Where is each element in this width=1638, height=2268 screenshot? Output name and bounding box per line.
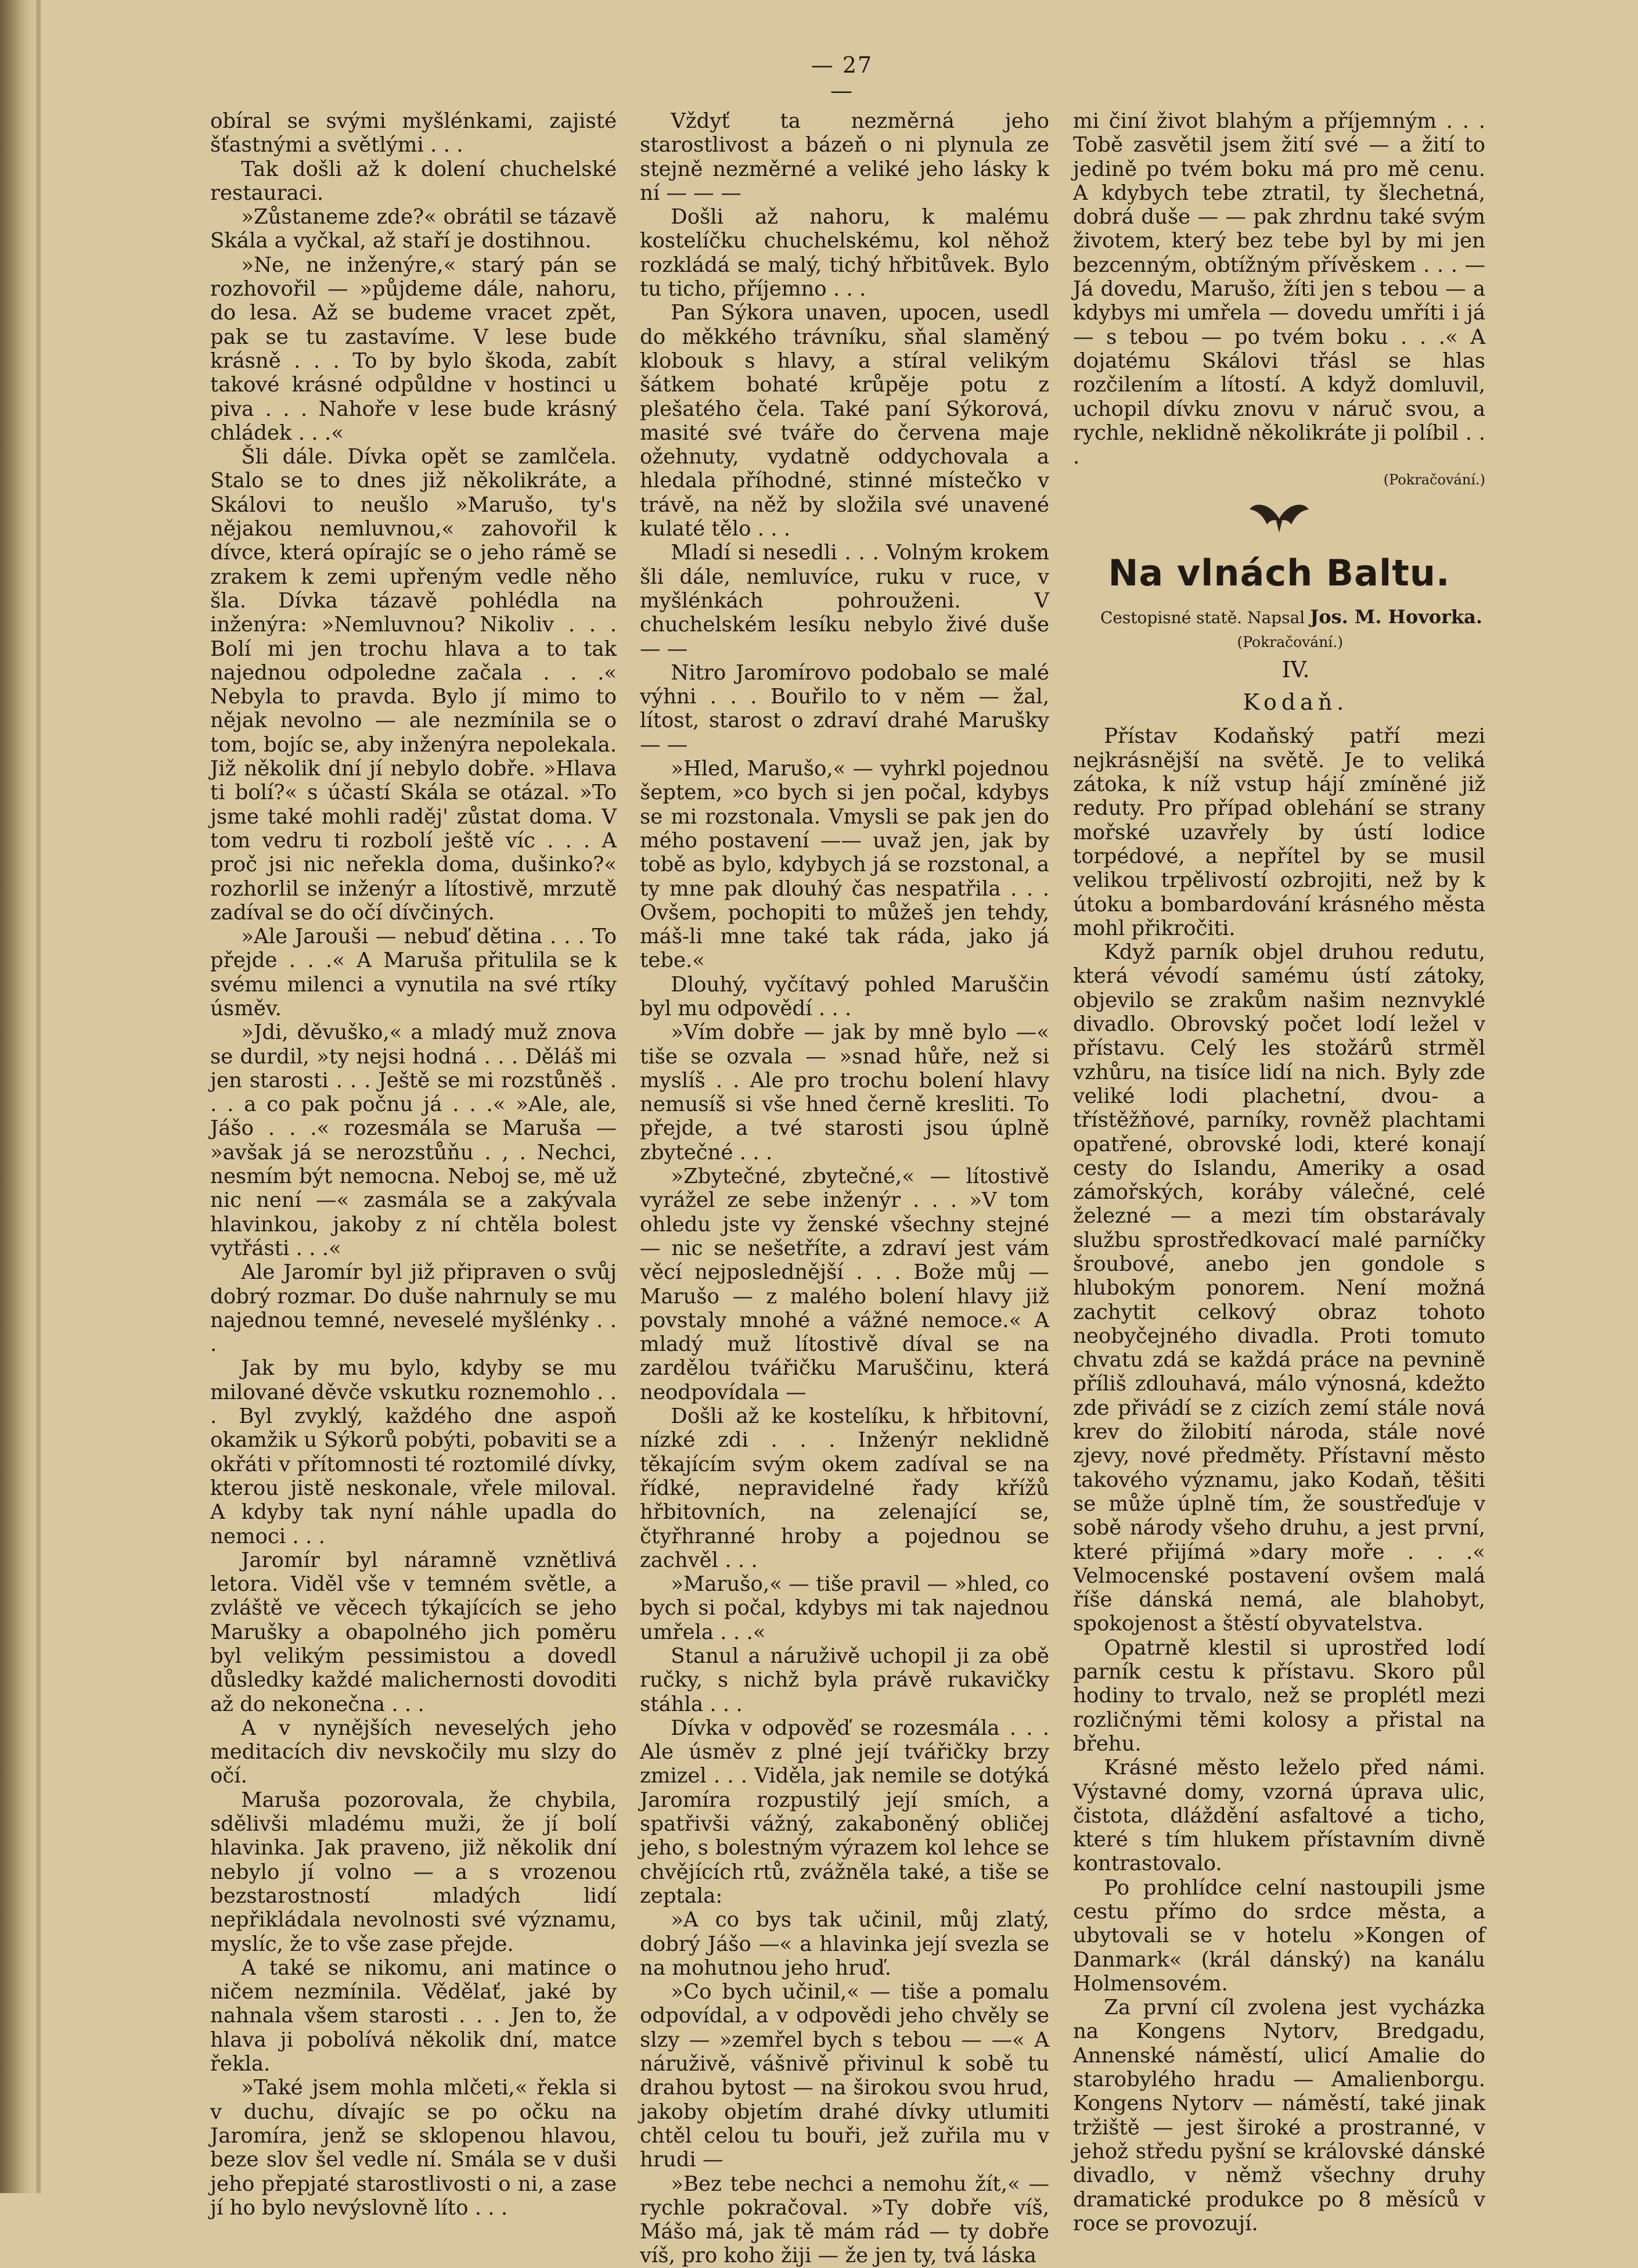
byline-prefix: Cestopisné statě. Napsal (1100, 608, 1305, 628)
paragraph: »Co bych učinil,« — tiše a pomalu odpovídal, a v odpovědi jeho chvěly se slzy — »zemřel bych s tebou — —« A náruživě, vášnivě přivinul k sobě tu drahou bytost — na širokou svou hrud, jakoby objetím drahé dívky utlumiti chtěl celou tu bouři, jež zuřila mu v hrudi — (640, 1980, 1049, 2172)
paragraph: Přístav Kodaňský patří mezi nejkrásnější na světě. Je to veliká zátoka, k níž vstup hájí zmíněné již reduty. Pro případ oblehání se strany mořské uzavřely by ústí lodice torpédové, a nepřítel by se musil velikou trpělivostí ozbrojiti, než by k útoku a bombardování krásného města mohl přikročiti. (1073, 724, 1485, 940)
paragraph: Za první cíl zvolena jest vycházka na Kongens Nytorv, Bredgadu, Annenské náměstí, ulicí Amalie do starobylého hradu — Amalienborgu. Kongens Nytorv — náměstí, také jinak tržiště — jest široké a prostranné, v jehož středu pyšní se královské dánské divadlo, v němž všechny druhy dramatické produkce po 8 měsíců v roce se provozují. (1073, 1996, 1485, 2235)
paragraph: Nitro Jaromírovo podobalo se malé výhni . . . Bouřilo to v něm — žal, lítost, starost o zdraví drahé Marušky — — (640, 660, 1049, 757)
paragraph: »Vím dobře — jak by mně bylo —« tiše se ozvala — »snad hůře, než si myslíš . . Ale pro trochu bolení hlavy nemusíš si vše hned černě kresliti. To přejde, a tvé starosti jsou úplně zbytečné . . . (640, 1020, 1049, 1164)
paragraph: Tak došli až k dolení chuchelské restauraci. (210, 157, 617, 205)
paragraph: Ale Jaromír byl již připraven o svůj dobrý rozmar. Do duše nahrnuly se mu najednou temné, neveselé myšlénky . . . (210, 1260, 617, 1357)
text-column-right (1073, 109, 1485, 2235)
paragraph: Jak by mu bylo, kdyby se mu milované děvče vskutku roznemohlo . . . Byl zvyklý, každého dne aspoň okamžik u Sýkorů pobýti, pobaviti se a okřáti v přítomnosti té roztomilé dívky, kterou jistě neskonale, vřele miloval. A kdyby tak nyní náhle upadla do nemoci . . . (210, 1356, 617, 1548)
author-name: Jos. M. Hovorka. (1310, 606, 1483, 628)
paragraph: Maruša pozorovala, že chybila, sdělivši mladému muži, že jí bolí hlavinka. Jak praveno, již několik dní nebylo jí volno — a s vrozenou bezstarostností mladých lidí nepřikládala nevolnosti své významu, myslíc, že to vše zase přejde. (210, 1788, 617, 1956)
paragraph: Šli dále. Dívka opět se zamlčela. Stalo se to dnes již několikráte, a Skálovi to neušlo »Marušo, ty's nějakou nemluvnou,« zahovořil k dívce, která opírajíc se o jeho rámě se zrakem k zemi upřeným vedle něho šla. Dívka tázavě pohlédla na inženýra: »Nemluvnou? Nikoliv . . . Bolí mi jen trochu hlava a to tak najednou odpoledne začala . . .« Nebyla to pravda. Bylo jí mimo to nějak nevolno — ale nezmínila se o tom, bojíc se, aby inženýra nepolekala. Již několik dní jí nebylo dobře. »Hlava ti bolí?« s účastí Skála se otázal. »To jsme také mohli raděj' zůstat doma. V tom vedru ti rozbolí ještě víc . . . A proč jsi nic neřekla doma, dušinko?« rozhorlil se inženýr a lítostivě, mrzutě zadíval se do očí dívčiných. (210, 445, 617, 925)
page-edge-shadow (36, 0, 41, 2193)
article-byline (1073, 605, 1485, 630)
paragraph: A také se nikomu, ani matince o ničem nezmínila. Vědělať, jaké by nahnala všem starosti . . . Jen to, že hlava ji pobolívá několik dní, matce řekla. (210, 1956, 617, 2076)
paragraph: Mladí si nesedli . . . Volným krokem šli dále, nemluvíce, ruku v ruce, v myšlénkách pohrouženi. V chuchelském lesíku nebylo živé duše — — (640, 541, 1049, 661)
paragraph: Když parník objel druhou redutu, která vévodí samému ústí zátoky, objevilo se zrakům našim neznvyklé divadlo. Obrovský počet lodí ležel v přístavu. Celý les stožárů strměl vzhůru, na tisíce lidí na nich. Byly zde veliké lodi plachetní, dvou- a třístěžňové, parníky, rovněž plachtami opatřené, obrovské lodi, které konají cesty do Islandu, Ameriky a osad zámořských, koráby válečné, celé železné — a mezi tím obstarávaly službu sprostředkovací malé parníčky šroubové, anebo jen gondole s hlubokým ponorem. Není možná zachytit celkový obraz tohoto neobyčejného divadla. Proti tomuto chvatu zdá se každá práce na pevnině příliš zdlouhavá, málo výnosná, kdežto zde přivádí se z cizích zemí stále nová krev do žilobití národa, stále nové zjevy, nové předměty. Přístavní město takového významu, jako Kodaň, těšiti se může úplně tím, že soustřeďuje v sobě národy všeho druhu, a jest první, které přijímá »dary moře . . .« Velmocenské postavení ovšem malá říše dánská nemá, ale blahobyt, spokojenost a štěstí obyvatelstva. (1073, 940, 1485, 1636)
paragraph: »Hled, Marušo,« — vyhrkl pojednou šeptem, »co bych si jen počal, kdybys se mi rozstonala. Vmysli se pak jen do mého postavení —— uvaž jen, jak by tobě as bylo, kdybych já se rozstonal, a ty mne pak dlouhý čas nespatřila . . . Ovšem, pochopiti to můžeš jen tehdy, máš-li mne také tak ráda, jako já tebe.« (640, 757, 1049, 973)
article-body (1073, 724, 1485, 2235)
paragraph: Dívka v odpověď se rozesmála . . . Ale úsměv z plné její tvářičky brzy zmizel . . . Viděla, jak nemile se dotýká Jaromíra rozpustilý její smích, a spatřivši vážný, zakaboněný obličej jeho, s bolestným výrazem kol lehce se chvějících rtů, zvážněla také, a tiše se zeptala: (640, 1716, 1049, 1908)
ornament-divider-icon (1247, 499, 1311, 535)
paragraph: Dlouhý, vyčítavý pohled Maruščin byl mu odpovědí . . . (640, 972, 1049, 1020)
paragraph: obíral se svými myšlénkami, zajisté šťastnými a světlými . . . (210, 109, 617, 157)
paragraph: Vždyť ta nezměrná jeho starostlivost a bázeň o ni plynula ze stejně nezměrné a veliké jeho lásky k ní — — — (640, 109, 1049, 205)
continuation-note: (Pokračování.) (1383, 472, 1485, 488)
paragraph: mi činí život blahým a příjemným . . . Tobě zasvětil jsem žití své — a žití to jedině po tvém boku má pro mě cenu. A kdybych tebe ztratil, ty šlechetná, dobrá duše — — pak zhrdnu také svým životem, který bez tebe byl by mi jen bezcenným, obtížným přívěskem . . . — Já dovedu, Marušo, žíti jen s tebou — a kdybys mi umřela — dovedu umříti i já — s tebou — po tvém boku . . .« A dojatému Skálovi třásl se hlas rozčilením a lítostí. A když domluvil, uchopil dívku znovu v náruč svou, a rychle, neklidně několikráte ji políbil . . . (1073, 109, 1485, 469)
section-heading: Kodaň. (1243, 689, 1349, 716)
paragraph: »A co bys tak učinil, můj zlatý, dobrý Jášo —« a hlavinka její svezla se na mohutnou jeho hruď. (640, 1908, 1049, 1980)
paragraph: Krásné město leželo před námi. Výstavné domy, vzorná úprava ulic, čistota, dláždění asfaltové a ticho, které s tím hlukem přístavním divně kontrastovalo. (1073, 1756, 1485, 1876)
paragraph: Došli až nahoru, k malému kostelíčku chuchelskému, kol něhož rozkládá se malý, tichý hřbitůvek. Bylo tu ticho, příjemno . . . (640, 205, 1049, 301)
text-column-middle (640, 109, 1049, 2268)
paragraph: Po prohlídce celní nastoupili jsme cestu přímo do srdce města, a ubytovali se v hotelu »Kongen of Danmark« (král dánský) na kanálu Holmensovém. (1073, 1875, 1485, 1996)
paragraph: »Také jsem mohla mlčeti,« řekla si v duchu, dívajíc se po očku na Jaromíra, jenž se sklopenou hlavou, beze slov šel vedle ní. Smála se v duši jeho přepjaté starostlivosti o ni, a zase jí ho bylo nevýslovně líto . . . (210, 2076, 617, 2220)
paragraph: »Zůstaneme zde?« obrátil se tázavě Skála a vyčkal, až staří je dostihnou. (210, 205, 617, 253)
story-ending (1073, 109, 1485, 469)
paragraph: Opatrně klestil si uprostřed lodí parník cestu k přístavu. Skoro půl hodiny to trvalo, než se proplétl mezi rozličnými těmi kolosy a přistal na břehu. (1073, 1636, 1485, 1756)
paragraph: Stanul a náruživě uchopil ji za obě ručky, s nichž byla právě rukavičky stáhla . . . (640, 1644, 1049, 1716)
paragraph: »Ne, ne inženýre,« starý pán se rozhovořil — »půjdeme dále, nahoru, do lesa. Až se budeme vracet zpět, pak se tu zastavíme. V lese bude krásně . . . To by bylo škoda, zabít takové krásné odpůldne v hostinci u piva . . . Nahoře v lese bude krásný chládek . . .« (210, 253, 617, 445)
paragraph: »Marušo,« — tiše pravil — »hled, co bych si počal, kdybys mi tak najednou umřela . . .« (640, 1572, 1049, 1644)
paragraph: Pan Sýkora unaven, upocen, usedl do měkkého trávníku, sňal slaměný klobouk s hlavy, a stíral velikým šátkem bohaté krůpěje potu z plešatého čela. Také paní Sýkorová, masité své tváře do červena maje ožehnuty, vydatně oddychovala a hledala příhodné, stinné místečko v trávě, na něž by složila své unavené kulaté tělo . . . (640, 301, 1049, 541)
article-title: Na vlnách Baltu. (1108, 552, 1450, 595)
page-number: — 27 — (811, 52, 873, 103)
paragraph: Jaromír byl náramně vznětlivá letora. Viděl vše v temném světle, a zvláště ve věcech týkajících se jeho Marušky a obapolného jich poměru byl velikým pessimistou a dovedl důsledky každé malichernosti dovoditi až do nekonečna . . . (210, 1548, 617, 1716)
paragraph: A v nynějších neveselých jeho meditacích div nevskočily mu slzy do očí. (210, 1716, 617, 1788)
paragraph: »Jdi, děvuško,« a mladý muž znova se durdil, »ty nejsi hodná . . . Děláš mi jen starosti . . . Ještě se mi rozstůněš . . . a co pak počnu já . . .« »Ale, ale, Jášo . . .« rozesmála se Maruša — »avšak já se nerozstůňu . , . Nechci, nesmím být nemocna. Neboj se, mě už nic není —« zasmála se a zakývala hlavinkou, jakoby z ní chtěla bolest vytřásti . . .« (210, 1020, 617, 1260)
article-continuation: (Pokračování.) (1237, 634, 1343, 651)
binding-gutter (0, 0, 36, 2193)
paragraph: »Bez tebe nechci a nemohu žít,« — rychle pokračoval. »Ty dobře víš, Mášo má, jak tě mám rád — ty dobře víš, pro koho žiji — že jen ty, tvá láska (640, 2172, 1049, 2268)
text-column-left (210, 109, 617, 2220)
paragraph: Došli až ke kostelíku, k hřbitovní, nízké zdi . . . Inženýr neklidně těkajícím svým okem zadíval se na řídké, nepravidelné řady křížů hřbitovních, na zelenající se, čtyřhranné hroby a pojednou se zachvěl . . . (640, 1404, 1049, 1572)
paragraph: »Ale Jarouši — nebuď dětina . . . To přejde . . .« A Maruša přitulila se k svému milenci a vynutila na své rtíky úsměv. (210, 925, 617, 1020)
section-number: IV. (1281, 657, 1310, 683)
paragraph: »Zbytečné, zbytečné,« — lítostivě vyrážel ze sebe inženýr . . . »V tom ohledu jste vy ženské všechny stejné — nic se nešetříte, a zdraví jest vám věcí nejposlednější . . . Bože můj — Marušo — z malého bolení hlavy již povstaly mnohé a vážné nemoce.« A mladý muž lítostivě díval se na zardělou tvářičku Maruščinu, která neodpovídala — (640, 1164, 1049, 1404)
